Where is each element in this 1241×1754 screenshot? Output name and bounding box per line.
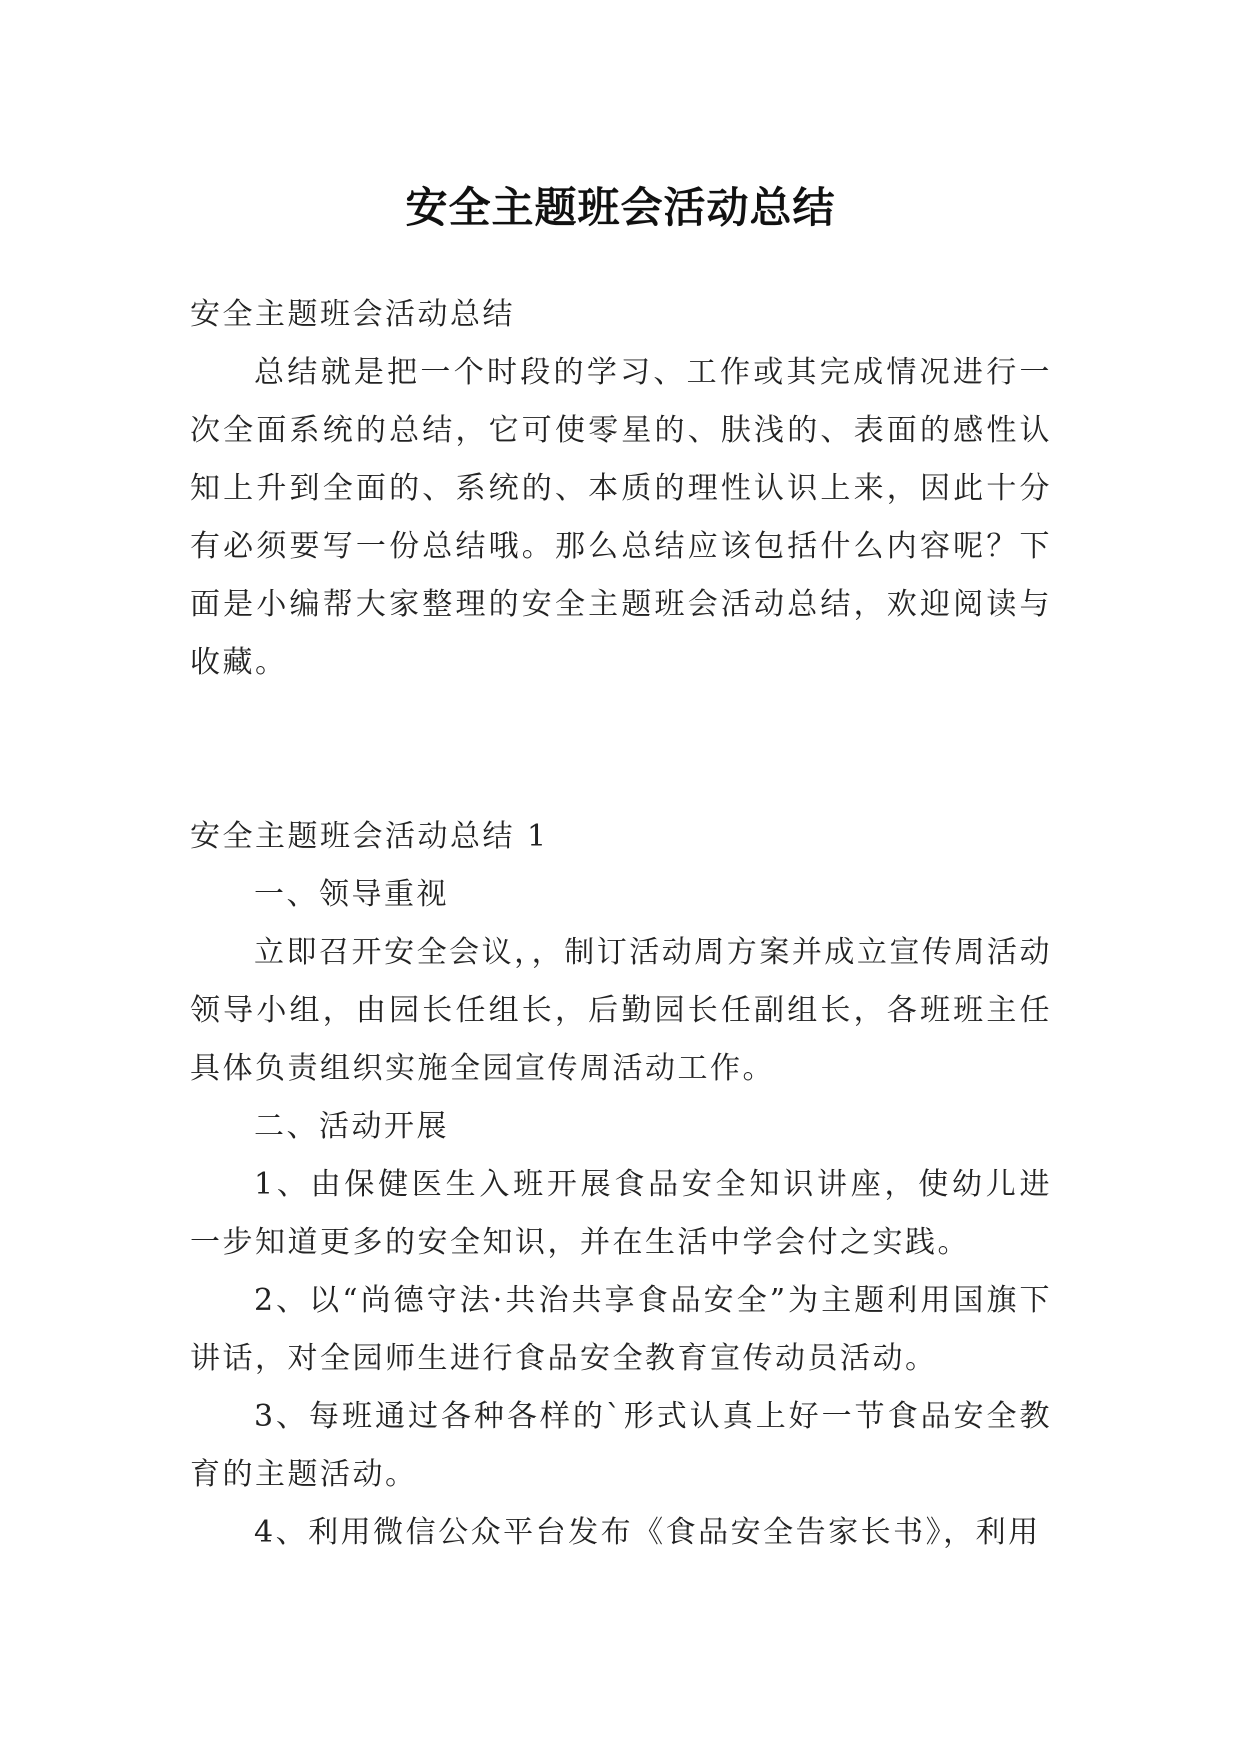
list-item: 1、由保健医生入班开展食品安全知识讲座，使幼儿进一步知道更多的安全知识，并在生活中学会付之实践。 [190,1167,1052,1260]
subsection-title-activities: 二、活动开展 [254,1109,449,1144]
section-heading: 安全主题班会活动总结 1 [190,819,549,854]
intro-heading: 安全主题班会活动总结 [190,297,515,332]
list-item: 4、利用微信公众平台发布《食品安全告家长书》，利用 [254,1515,1041,1550]
paragraph-leadership: 立即召开安全会议，，制订活动周方案并成立宣传周活动领导小组，由园长任组长，后勤园长任副组长，各班班主任具体负责组织实施全园宣传周活动工作。 [190,935,1052,1086]
section-spacer [190,692,1052,808]
intro-paragraph: 总结就是把一个时段的学习、工作或其完成情况进行一次全面系统的总结，它可使零星的、肤浅的、表面的感性认知上升到全面的、系统的、本质的理性认识上来，因此十分有必须要写一份总结哦。那么总结应该包括什么内容呢？下面是小编帮大家整理的安全主题班会活动总结，欢迎阅读与收藏。 [190,355,1052,680]
subsection-title-leadership: 一、领导重视 [254,877,449,912]
document-body [190,286,1052,1562]
list-item: 3、每班通过各种各样的`形式认真上好一节食品安全教育的主题活动。 [190,1399,1052,1492]
document-title: 安全主题班会活动总结 [405,183,836,233]
list-item: 2、以“尚德守法·共治共享食品安全”为主题利用国旗下讲话，对全园师生进行食品安全教育宣传动员活动。 [190,1283,1052,1376]
